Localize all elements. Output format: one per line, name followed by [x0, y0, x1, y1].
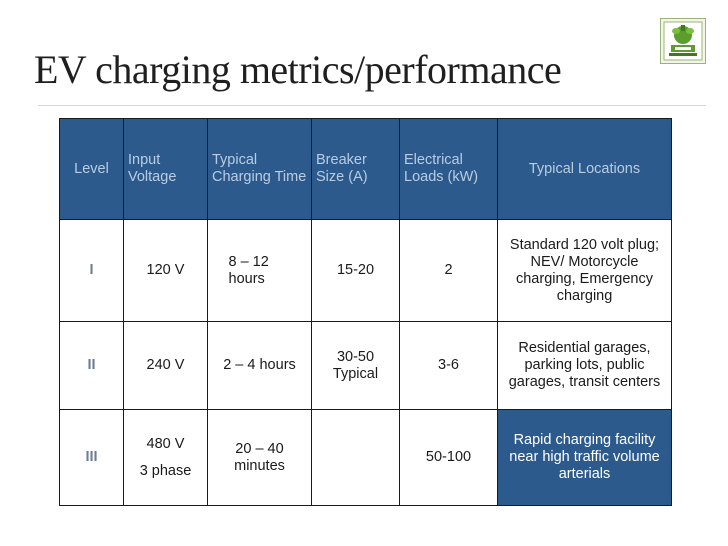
charging-time-cell	[208, 410, 312, 506]
header-input-voltage: Input Voltage	[124, 119, 208, 220]
header-breaker-size: Breaker Size (A)	[312, 119, 400, 220]
level-cell: I	[60, 220, 124, 322]
level-cell: II	[60, 322, 124, 410]
voltage-cell: 120 V	[124, 220, 208, 322]
green-building-logo-icon-graphic	[661, 19, 705, 63]
table-row	[60, 410, 672, 506]
title-divider	[38, 105, 706, 106]
loads-cell: 2	[400, 220, 498, 322]
loads-cell: 50-100	[400, 410, 498, 506]
breaker-cell	[312, 410, 400, 506]
voltage-cell: 240 V	[124, 322, 208, 410]
locations-cell-highlighted: Rapid charging facility near high traffic volume arterials	[498, 410, 672, 506]
header-electrical-loads: Electrical Loads (kW)	[400, 119, 498, 220]
green-building-logo-icon	[660, 18, 706, 64]
charging-time-cell	[208, 220, 312, 322]
header-typical-locations: Typical Locations	[498, 119, 672, 220]
level-cell: III	[60, 410, 124, 506]
header-charging-time: Typical Charging Time	[208, 119, 312, 220]
table-header-row	[60, 119, 672, 220]
voltage-text: 480 V	[146, 435, 185, 452]
breaker-cell: 15-20	[312, 220, 400, 322]
slide-title: EV charging metrics/performance	[34, 47, 562, 92]
loads-cell: 3-6	[400, 322, 498, 410]
breaker-cell	[312, 322, 400, 410]
voltage-note: 3 phase	[139, 462, 192, 479]
charging-time-text: 8 – 12 hours	[228, 253, 269, 287]
voltage-cell	[124, 410, 208, 506]
locations-cell: Residential garages, parking lots, public garages, transit centers	[498, 322, 672, 410]
table-row	[60, 220, 672, 322]
locations-cell: Standard 120 volt plug; NEV/ Motorcycle charging, Emergency charging	[498, 220, 672, 322]
table-row	[60, 322, 672, 410]
breaker-text: 30-50 Typical	[332, 348, 379, 382]
header-level: Level	[60, 119, 124, 220]
charging-time-text: 20 – 40 minutes	[234, 440, 285, 474]
charging-time-cell: 2 – 4 hours	[208, 322, 312, 410]
ev-charging-table	[59, 118, 672, 506]
